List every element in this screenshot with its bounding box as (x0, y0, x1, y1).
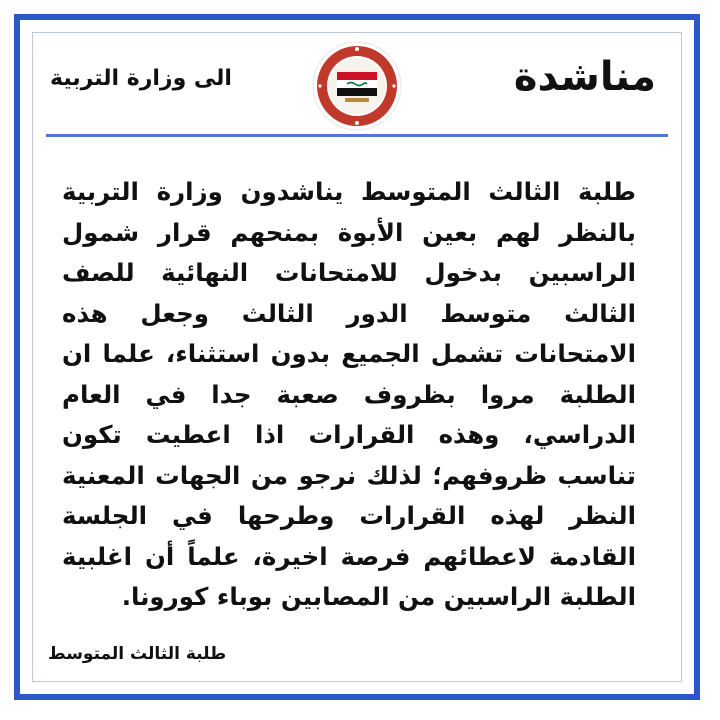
page-title: مناشدة (513, 54, 656, 100)
ministry-emblem-icon (311, 40, 403, 132)
document-frame (14, 14, 700, 700)
header (40, 38, 674, 130)
divider-line (46, 134, 668, 137)
recipient-line: الى وزارة التربية (50, 66, 232, 91)
appeal-body: طلبة الثالث المتوسط يناشدون وزارة التربية بالنظر لهم بعين الأبوة بمنحهم قرار شمول الراسبين بدخول للامتحانات النهائية للصف الثالث متوسط الدور الثالث وجعل هذه الامتحانات تشمل الجميع بدون استثناء، علما ان الطلبة مروا بظروف صعبة جدا في العام الدراسي، وهذه القرارات اذا اعطيت تكون تناسب ظروفهم؛ لذلك نرجو من الجهات المعنية النظر لهذه القرارات وطرحها في الجلسة القادمة لاعطائهم فرصة اخيرة، علماً أن اغلبية الطلبة الراسبين من المصابين بوباء كورونا. (62, 177, 636, 611)
signature: طلبة الثالث المتوسط (48, 644, 227, 664)
